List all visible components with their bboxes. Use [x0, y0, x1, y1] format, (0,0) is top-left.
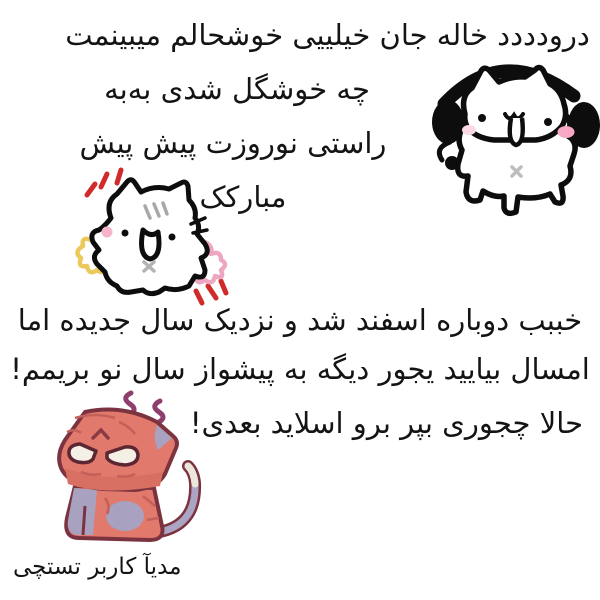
blush-right-icon	[558, 126, 575, 138]
blush-icon	[102, 227, 113, 238]
greeting-line-4: مبارکک	[199, 180, 287, 214]
eye-right-icon	[544, 118, 552, 126]
tongue-icon	[510, 118, 523, 145]
message-line-1: خببب دوباره اسفند شد و نزدیک سال جدیده اما	[17, 303, 583, 337]
greeting-line-1: درودددد خاله جان خیلییی خوشحالم میبینمت	[65, 18, 590, 52]
credit-label: مدیآ کاربر تستچی	[13, 554, 182, 580]
eye-left-icon	[122, 230, 129, 237]
eye-left-icon	[478, 114, 486, 122]
message-line-2: امسال بیایید یجور دیگه به پیشواز سال نو بریمم!	[10, 352, 590, 386]
greeting-line-2: چه خوشگل شدی به‌به	[104, 72, 370, 106]
hind-leg-icon	[106, 501, 144, 531]
eye-right-icon	[107, 447, 138, 465]
greeting-line-3: راستی نوروزت پیش پیش	[79, 126, 387, 160]
message-line-3: حالا چجوری بپر برو اسلاید بعدی!	[189, 406, 583, 440]
front-leg-line-icon	[83, 506, 85, 535]
eye-right-icon	[169, 234, 176, 241]
mouth-icon	[142, 230, 159, 259]
